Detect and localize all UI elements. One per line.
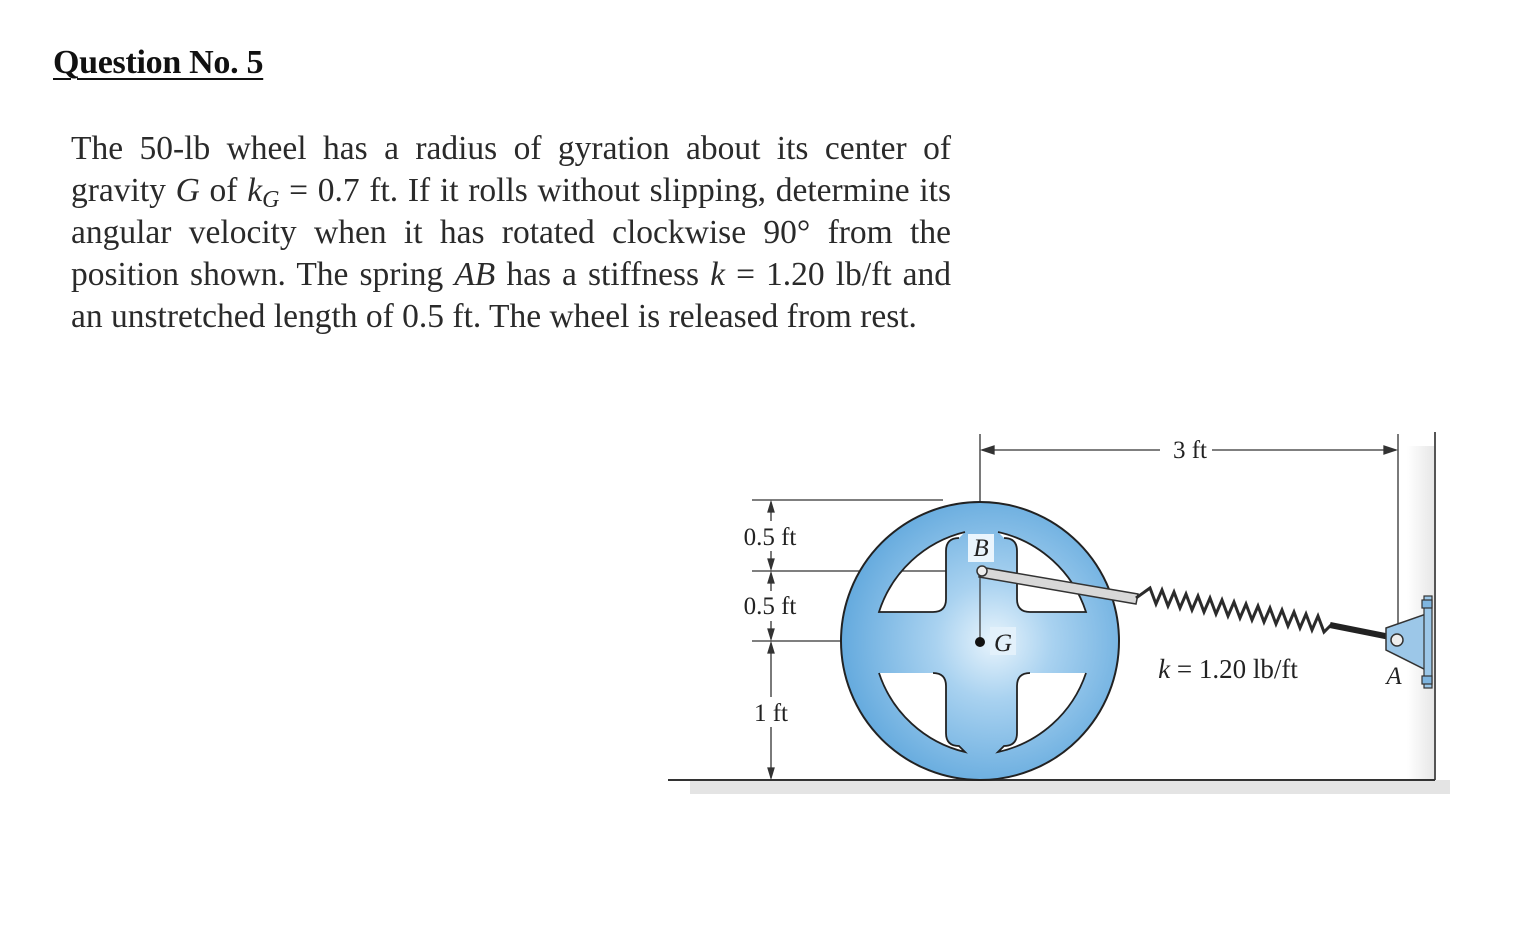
spring-k-symbol: k <box>1158 654 1171 684</box>
question-heading: Question No. 5 <box>53 44 264 81</box>
label-A: A <box>1386 663 1402 690</box>
dim-1ft: 1 ft <box>753 700 789 727</box>
spring-k-value: = 1.20 lb/ft <box>1170 654 1298 684</box>
problem-text-3: = 0.7 ft. If it rolls without slipping, determine its angular velocity when it has rotated clockwise 90° from the position shown. The spring <box>71 172 952 293</box>
symbol-k-stiffness: k <box>710 256 725 293</box>
center-G-point <box>975 637 985 647</box>
bracket-plate <box>1424 596 1432 688</box>
pin-B <box>977 566 987 576</box>
spring-stiffness-label <box>1158 654 1298 684</box>
problem-text-1: The 50-lb wheel has a radius of gyration about its center of gravity <box>71 130 951 209</box>
subscript-G: G <box>262 187 280 213</box>
symbol-G: G <box>175 172 200 209</box>
ground-shadow <box>690 780 1450 794</box>
spring-coil <box>1136 588 1332 632</box>
problem-text-4: has a stiffness <box>495 256 711 293</box>
label-B: B <box>973 535 989 562</box>
dim-05ft-upper: 0.5 ft <box>743 524 797 551</box>
dim-3ft-label: 3 ft <box>1172 437 1208 464</box>
label-G: G <box>993 630 1013 657</box>
problem-text-5: = 1.20 lb/ft and an unstretched length of 0.5 ft. The wheel is released from rest. <box>71 256 951 335</box>
pin-A <box>1391 634 1403 646</box>
symbol-AB: AB <box>454 256 496 293</box>
dim-05ft-lower: 0.5 ft <box>743 593 797 620</box>
problem-text-2: of <box>199 172 248 209</box>
symbol-k: k <box>247 172 263 209</box>
